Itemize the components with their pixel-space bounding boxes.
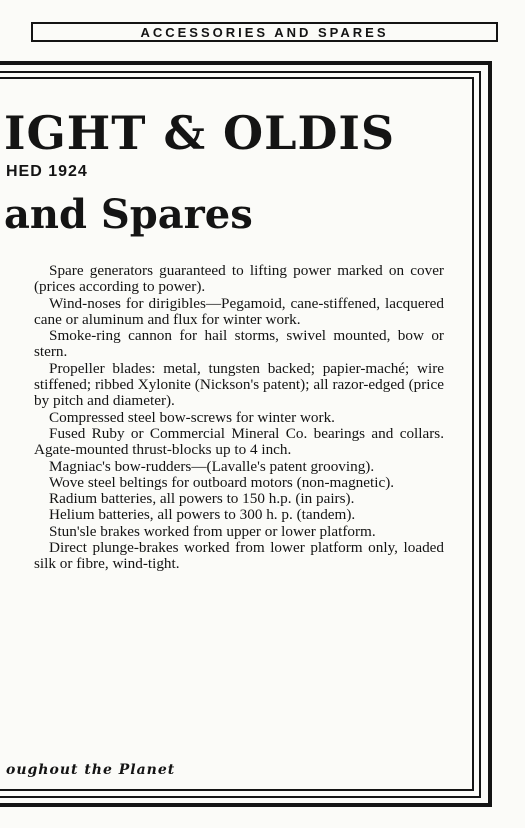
ad-section-title: and Spares xyxy=(4,191,253,238)
border-top-inner xyxy=(0,77,474,79)
footer-tagline: oughout the Planet xyxy=(6,762,176,778)
border-right-inner xyxy=(472,77,474,791)
list-item: Radium batteries, all powers to 150 h.p. (in pairs). xyxy=(49,490,355,508)
border-right-thick xyxy=(488,61,492,805)
list-item: Propeller blades: metal, tungsten backed; papier-maché; wire stiffened; ribbed Xylonite (Nickson's patent); all razor-edged (price by pitch and diameter). xyxy=(34,359,444,410)
border-bottom-inner xyxy=(0,789,474,791)
list-item: Wind-noses for dirigibles—Pegamoid, cane-stiffened, lacquered cane or aluminum and flux for winter work. xyxy=(34,294,444,328)
border-top-thin xyxy=(0,71,481,73)
section-header: ACCESSORIES AND SPARES xyxy=(140,24,389,40)
established-line: HED 1924 xyxy=(6,163,88,180)
brand-name: IGHT & OLDIS xyxy=(4,106,396,160)
border-top-thick xyxy=(0,61,492,65)
list-item: Wove steel beltings for outboard motors (non-magnetic). xyxy=(49,473,395,491)
border-bottom-thin xyxy=(0,796,481,798)
list-item: Compressed steel bow-screws for winter work. xyxy=(49,408,335,426)
list-item: Stun'sle brakes worked from upper or lower platform. xyxy=(49,522,376,540)
border-bottom-thick xyxy=(0,803,492,807)
list-item: Direct plunge-brakes worked from lower platform only, loaded silk or fibre, wind-tight. xyxy=(34,539,444,573)
list-item: Helium batteries, all powers to 300 h. p. (tandem). xyxy=(49,506,356,524)
item-list xyxy=(34,263,444,573)
list-item: Fused Ruby or Commercial Mineral Co. bearings and collars. Agate-mounted thrust-blocks up to 4 inch. xyxy=(34,424,444,459)
list-item: Smoke-ring cannon for hail storms, swivel mounted, bow or stern. xyxy=(34,327,444,361)
list-item: Spare generators guaranteed to lifting power marked on cover (prices according to power). xyxy=(34,262,444,296)
section-header-box xyxy=(31,22,498,42)
border-right-thin xyxy=(479,71,481,798)
list-item: Magniac's bow-rudders—(Lavalle's patent grooving). xyxy=(49,457,375,475)
